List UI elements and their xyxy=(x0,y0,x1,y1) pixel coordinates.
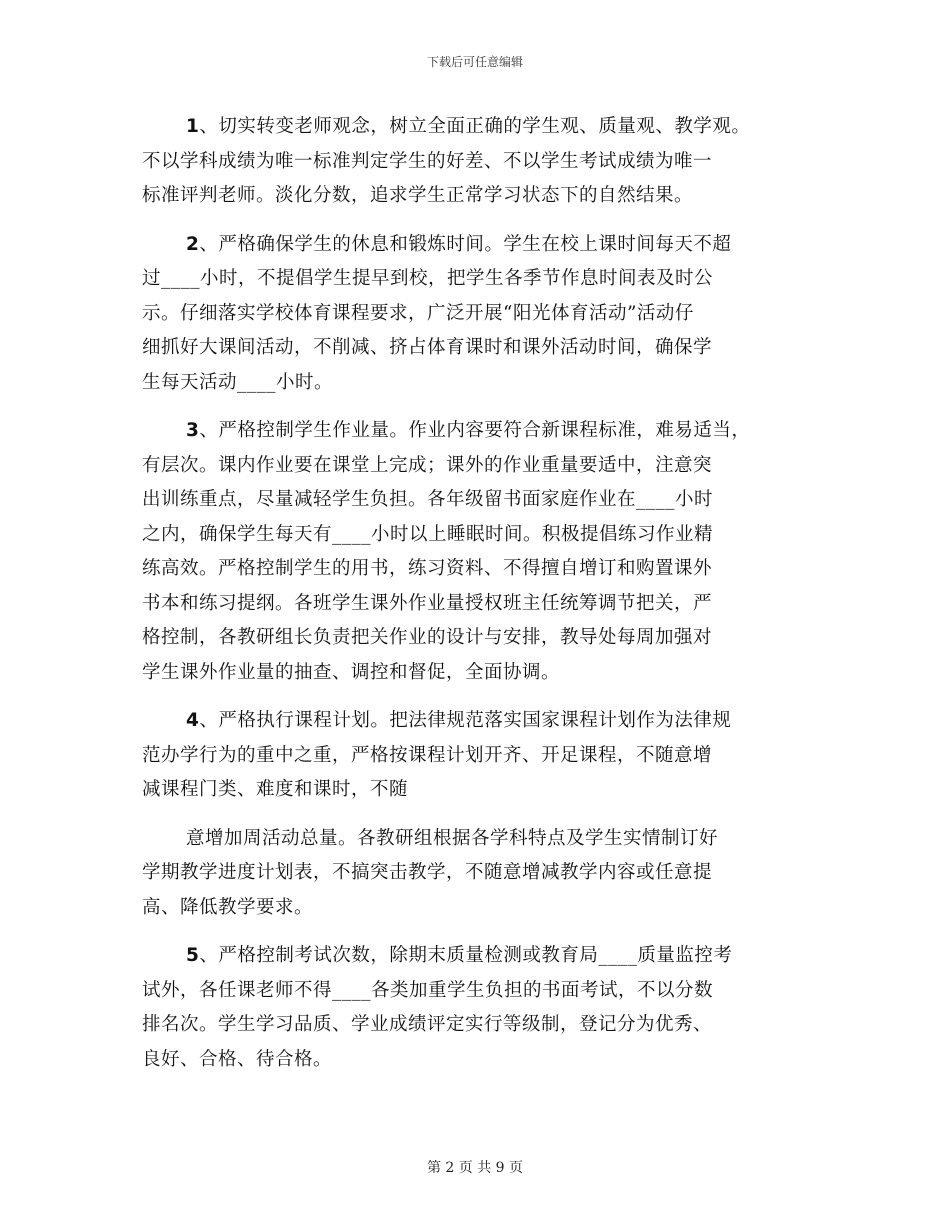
paragraph-3-line-5: 练高效。严格控制学生的用书，练习资料、不得擅自增订和购置课外 xyxy=(142,558,713,579)
paragraph-5-line-3: 排名次。学生学习品质、学业成绩评定实行等级制，登记分为优秀、 xyxy=(142,1014,713,1035)
paragraph-2-line-2: 过____小时，不提倡学生提早到校，把学生各季节作息时间表及时公 xyxy=(142,268,714,289)
paragraph-5-number: 5 xyxy=(186,945,200,966)
paragraph-3-line-1: 3、严格控制学生作业量。作业内容要符合新课程标准，难易适当， xyxy=(186,420,751,441)
paragraph-3-line-3: 出训练重点，尽量减轻学生负担。各年级留书面家庭作业在____小时 xyxy=(142,489,714,510)
paragraph-4b-line-1: 意增加周活动总量。各教研组根据各学科特点及学生实情制订好 xyxy=(186,827,719,849)
paragraph-3-line-8: 学生课外作业量的抽查、调控和督促，全面协调。 xyxy=(142,661,561,683)
paragraph-1-line-1: 1、切实转变老师观念，树立全面正确的学生观、质量观、教学观。 xyxy=(186,116,751,137)
paragraph-3-line-6: 书本和练习提纲。各班学生课外作业量授权班主任统筹调节把关，严 xyxy=(142,592,713,614)
paragraph-5-line-2: 试外，各任课老师不得____各类加重学生负担的书面考试，不以分数 xyxy=(142,979,714,1001)
paragraph-4-line-3: 减课程门类、难度和课时，不随 xyxy=(142,779,409,800)
paragraph-2-line-4: 细抓好大课间活动，不削减、挤占体育课时和课外活动时间，确保学 xyxy=(142,337,713,358)
paragraph-1-line-3: 标准评判老师。淡化分数，追求学生正常学习状态下的自然结果。 xyxy=(142,185,694,206)
paragraph-2-number: 2 xyxy=(186,233,200,255)
paragraph-1-line-2: 不以学科成绩为唯一标准判定学生的好差、不以学生考试成绩为唯一 xyxy=(142,150,713,172)
page-footer: 第 2 页 共 9 页 xyxy=(426,1160,524,1176)
page-header: 下载后可任意编辑 xyxy=(426,55,523,69)
paragraph-3-line-7: 格控制，各教研组长负责把关作业的设计与安排，教导处每周加强对 xyxy=(142,627,713,648)
paragraph-5-line-1: 5、严格控制考试次数，除期末质量检测或教育局____质量监控考 xyxy=(186,945,733,966)
paragraph-2-line-5: 生每天活动____小时。 xyxy=(142,371,334,393)
paragraph-3-number: 3 xyxy=(186,420,200,441)
paragraph-4-line-2: 范办学行为的重中之重，严格按课程计划开齐、开足课程，不随意增 xyxy=(142,744,713,766)
paragraph-4-number: 4 xyxy=(186,710,200,731)
paragraph-2-line-3: 示。仔细落实学校体育课程要求，广泛开展“阳光体育活动”活动仔 xyxy=(142,302,694,324)
paragraph-3-line-4: 之内，确保学生每天有____小时以上睡眠时间。积极提倡练习作业精 xyxy=(142,523,714,545)
paragraph-4b-line-2: 学期教学进度计划表，不搞突击教学，不随意增减教学内容或任意提 xyxy=(142,862,713,883)
paragraph-4b-line-3: 高、降低教学要求。 xyxy=(142,896,314,918)
paragraph-2-line-1: 2、严格确保学生的休息和锻炼时间。学生在校上课时间每天不超 xyxy=(186,233,732,255)
document-body xyxy=(142,110,822,1077)
paragraph-1-number: 1 xyxy=(186,116,200,137)
paragraph-3-line-2: 有层次。课内作业要在课堂上完成；课外的作业重量要适中，注意突 xyxy=(142,454,713,476)
paragraph-5-line-4: 良好、合格、待合格。 xyxy=(142,1048,333,1070)
paragraph-4-line-1: 4、严格执行课程计划。把法律规范落实国家课程计划作为法律规 xyxy=(186,710,732,731)
